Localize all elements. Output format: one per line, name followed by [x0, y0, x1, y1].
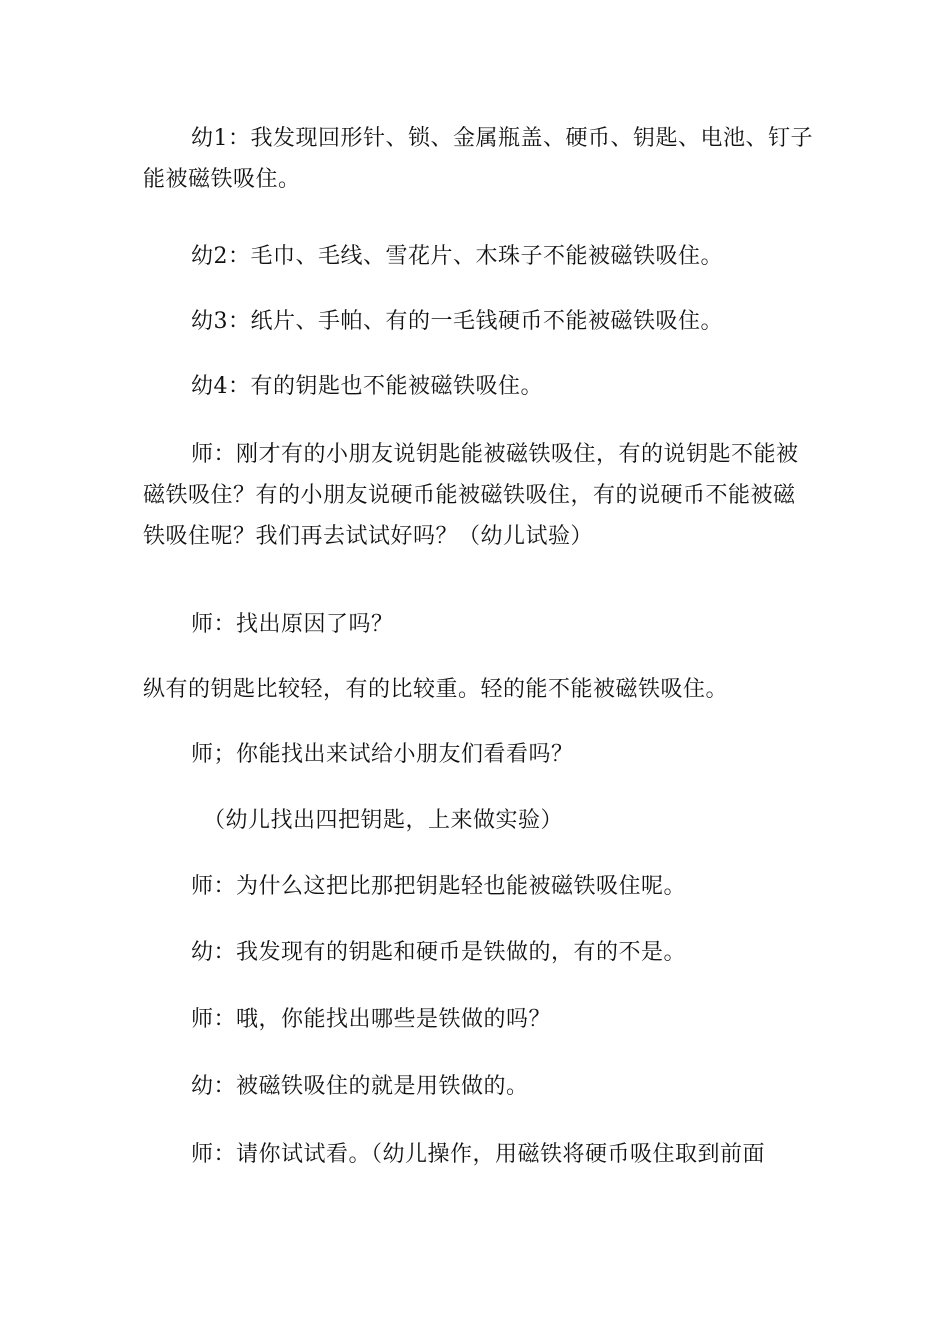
paragraph-child-1-magnetic-items: 幼1：我发现回形针、锁、金属瓶盖、硬币、钥匙、电池、钉子能被磁铁吸住。	[143, 126, 813, 192]
paragraph-child-iron: 幼：我发现有的钥匙和硬币是铁做的，有的不是。	[191, 940, 687, 965]
paragraph-child-heavy-light: 纵有的钥匙比较轻，有的比较重。轻的能不能被磁铁吸住。	[143, 677, 729, 702]
paragraph-teacher-why: 师：为什么这把比那把钥匙轻也能被磁铁吸住呢。	[191, 874, 687, 899]
paragraph-teacher-try: 师：请你试试看。（幼儿操作，用磁铁将硬币吸住取到前面	[191, 1142, 766, 1167]
paragraph-teacher-show: 师；你能找出来试给小朋友们看看吗？	[191, 742, 574, 767]
paragraph-child-4-keys: 幼4：有的钥匙也不能被磁铁吸住。	[191, 374, 543, 399]
paragraph-child-2-non-magnetic: 幼2：毛巾、毛线、雪花片、木珠子不能被磁铁吸住。	[191, 244, 723, 269]
paragraph-child-3-non-magnetic: 幼3：纸片、手帕、有的一毛钱硬币不能被磁铁吸住。	[191, 309, 723, 334]
paragraph-teacher-find-reason: 师：找出原因了吗？	[191, 612, 394, 637]
paragraph-teacher-question: 师：刚才有的小朋友说钥匙能被磁铁吸住，有的说钥匙不能被磁铁吸住？有的小朋友说硬币能被磁铁吸住，有的说硬币不能被磁铁吸住呢？我们再去试试好吗？（幼儿试验）	[143, 442, 799, 549]
paragraph-child-answer: 幼：被磁铁吸住的就是用铁做的。	[191, 1074, 529, 1099]
paragraph-teacher-which-iron: 师：哦，你能找出哪些是铁做的吗？	[191, 1007, 552, 1032]
paragraph-stage-direction: （幼儿找出四把钥匙，上来做实验）	[203, 808, 564, 833]
